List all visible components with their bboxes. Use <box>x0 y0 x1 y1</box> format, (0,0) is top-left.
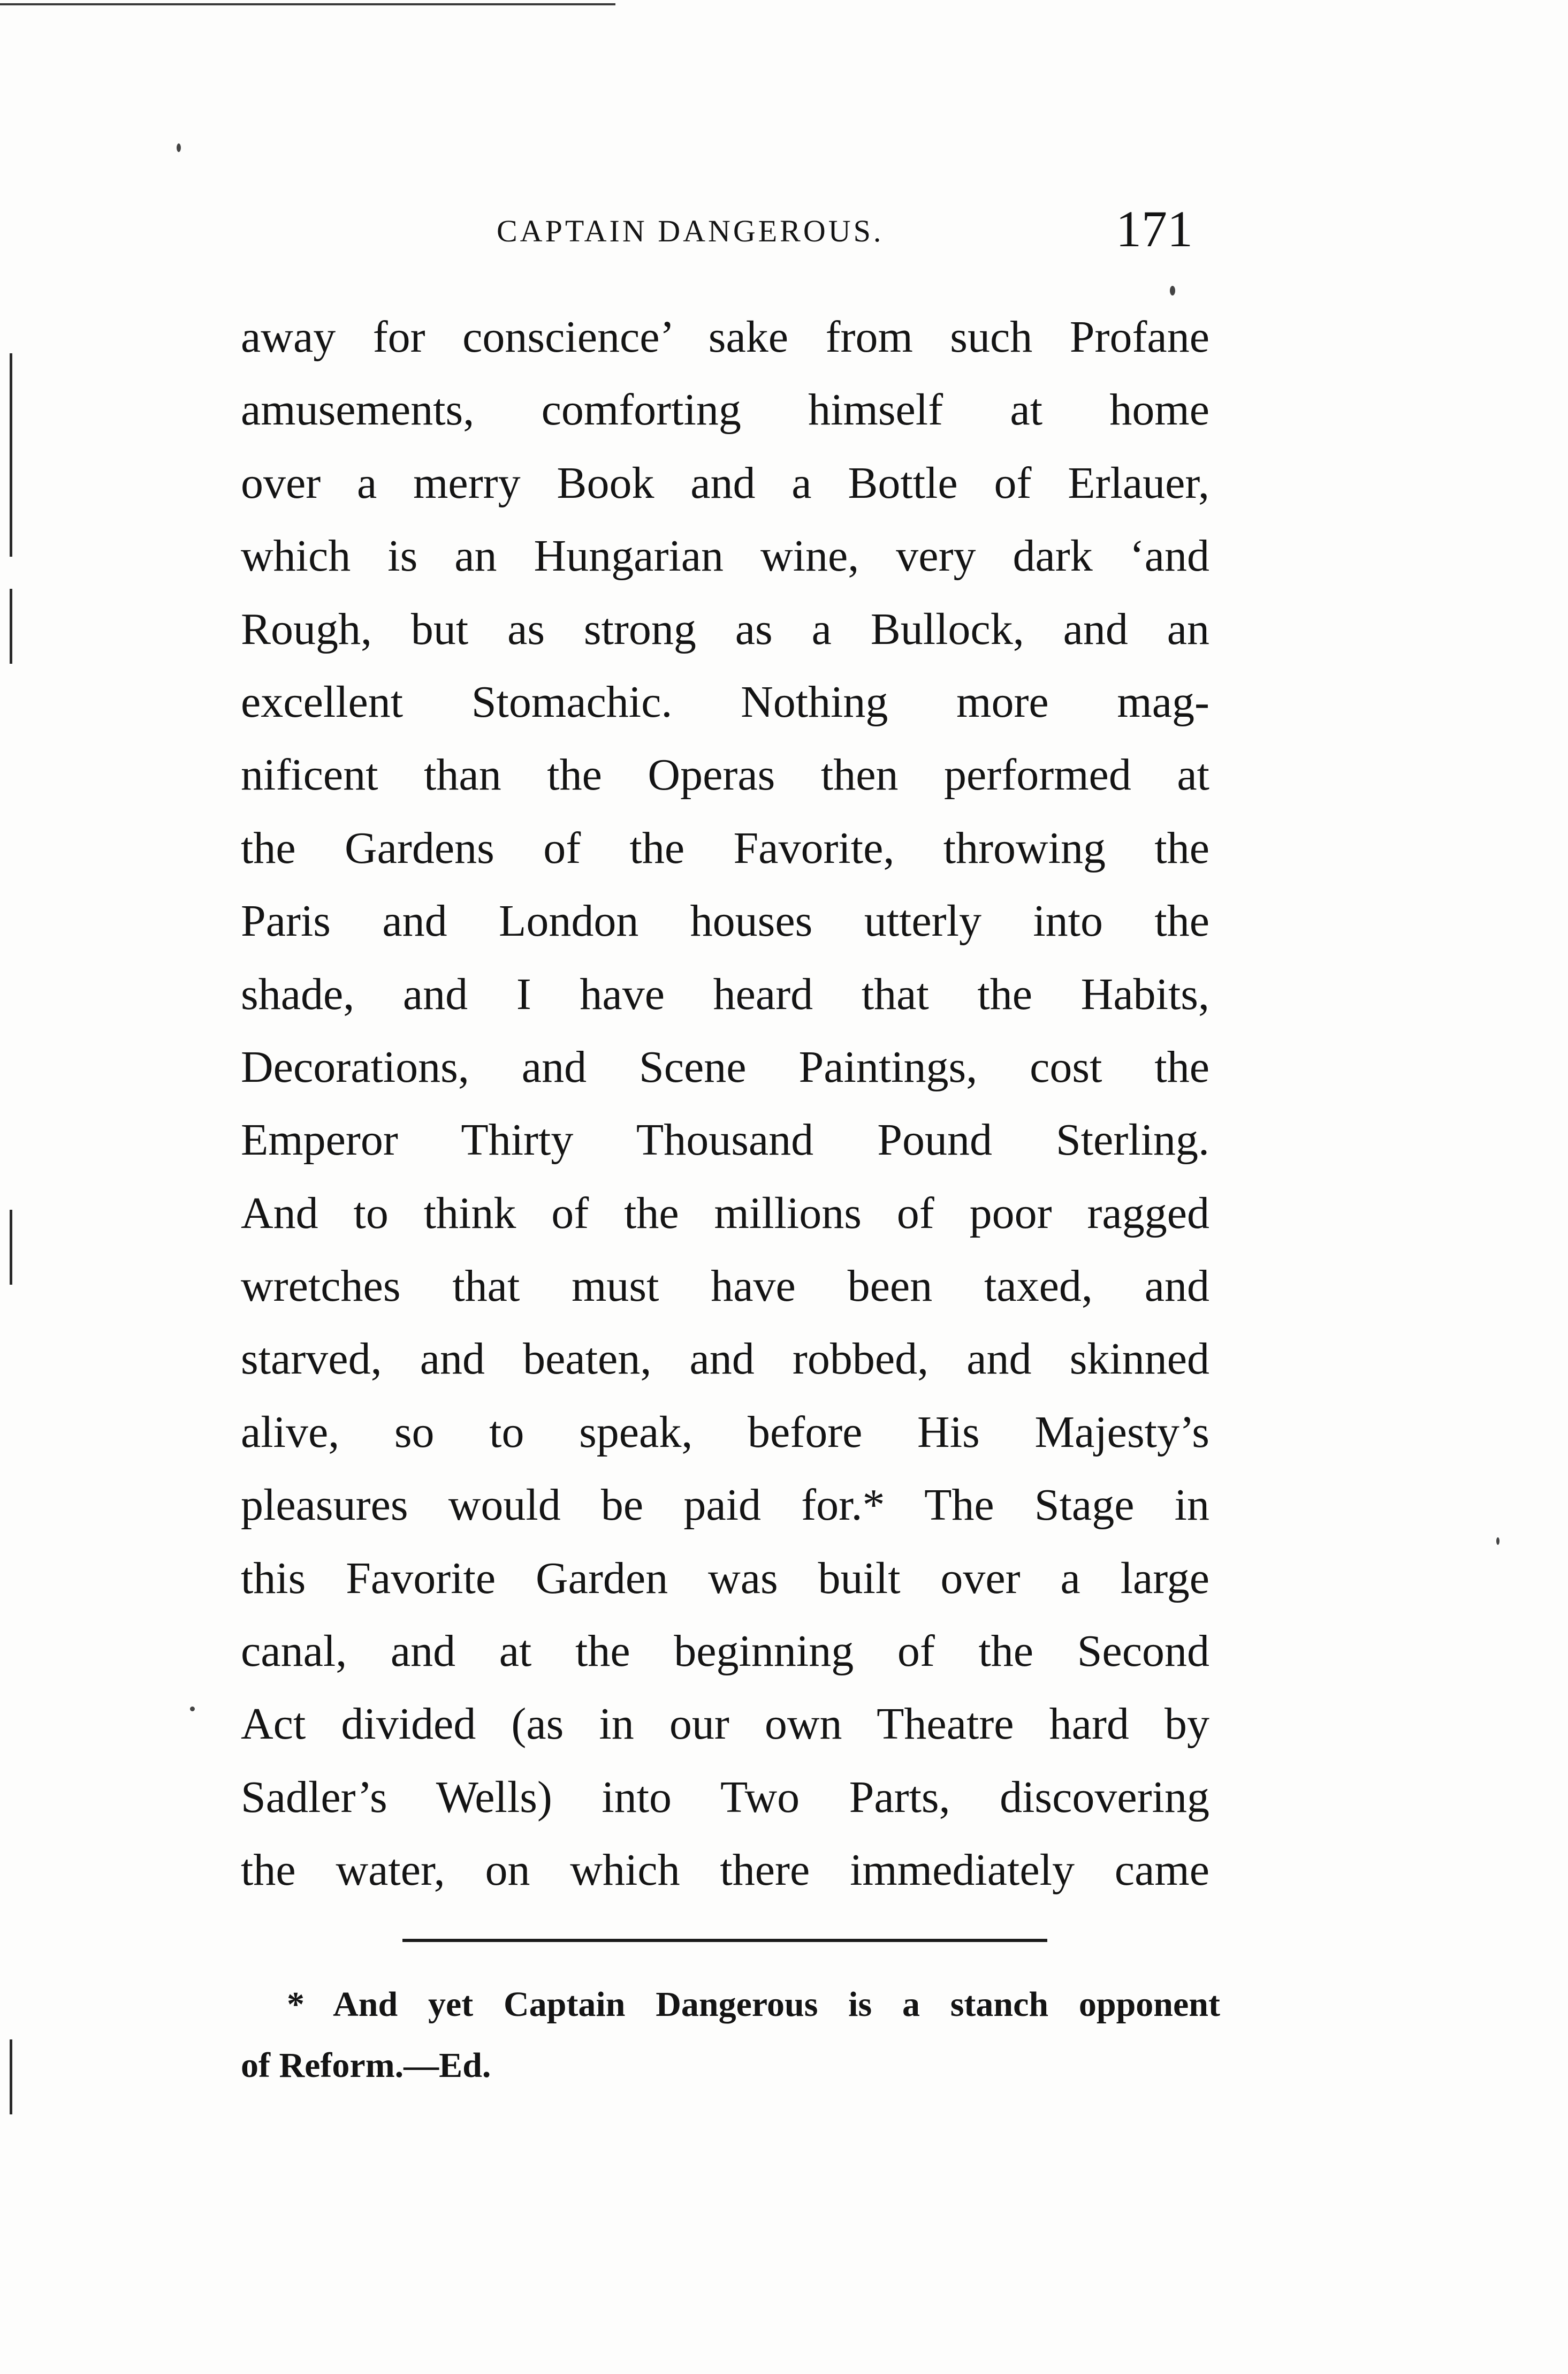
margin-scan-mark <box>10 353 12 557</box>
text-line: the water, on which there immediately came <box>241 1845 1209 1895</box>
page-number: 171 <box>1116 200 1193 257</box>
footnote <box>241 1974 1220 2096</box>
scan-speck <box>177 143 181 152</box>
margin-scan-mark <box>10 1210 12 1285</box>
running-head: CAPTAIN DANGEROUS. <box>497 214 884 248</box>
footnote-line: * And yet Captain Dangerous is a stanch opponent <box>287 1985 1220 2024</box>
text-line: excellent Stomachic. Nothing more mag- <box>241 677 1209 727</box>
footnote-rule <box>402 1939 1047 1942</box>
margin-scan-mark <box>10 2039 12 2114</box>
text-line: Emperor Thirty Thousand Pound Sterling. <box>241 1115 1209 1165</box>
text-line: Sadler’s Wells) into Two Parts, discovering <box>241 1772 1209 1822</box>
scan-speck <box>1170 286 1175 295</box>
text-line: the Gardens of the Favorite, throwing the <box>241 823 1209 873</box>
text-line: alive, so to speak, before His Majesty’s <box>241 1407 1209 1457</box>
text-line: nificent than the Operas then performed at <box>241 750 1209 800</box>
text-line: which is an Hungarian wine, very dark ‘and <box>241 531 1209 581</box>
text-line: over a merry Book and a Bottle of Erlauer, <box>241 458 1209 508</box>
footnote-line: of Reform.—Ed. <box>241 2046 491 2085</box>
text-line: pleasures would be paid for.* The Stage in <box>241 1480 1209 1530</box>
page-top-edge <box>0 3 615 5</box>
body-text <box>241 301 1209 1907</box>
text-line: away for conscience’ sake from such Profane <box>241 312 1209 362</box>
text-line: shade, and I have heard that the Habits, <box>241 969 1209 1019</box>
margin-scan-mark <box>10 589 12 664</box>
text-line: Paris and London houses utterly into the <box>241 896 1209 946</box>
scan-speck <box>190 1706 195 1711</box>
text-line: And to think of the millions of poor ragged <box>241 1188 1209 1238</box>
text-line: starved, and beaten, and robbed, and skinned <box>241 1334 1209 1384</box>
text-line: amusements, comforting himself at home <box>241 385 1209 435</box>
text-line: wretches that must have been taxed, and <box>241 1261 1209 1311</box>
text-line: Decorations, and Scene Paintings, cost the <box>241 1042 1209 1092</box>
text-line: canal, and at the beginning of the Second <box>241 1626 1209 1677</box>
scan-speck <box>1496 1537 1500 1545</box>
text-line: this Favorite Garden was built over a large <box>241 1553 1209 1603</box>
text-line: Rough, but as strong as a Bullock, and an <box>241 604 1209 654</box>
text-line: Act divided (as in our own Theatre hard by <box>241 1699 1209 1749</box>
